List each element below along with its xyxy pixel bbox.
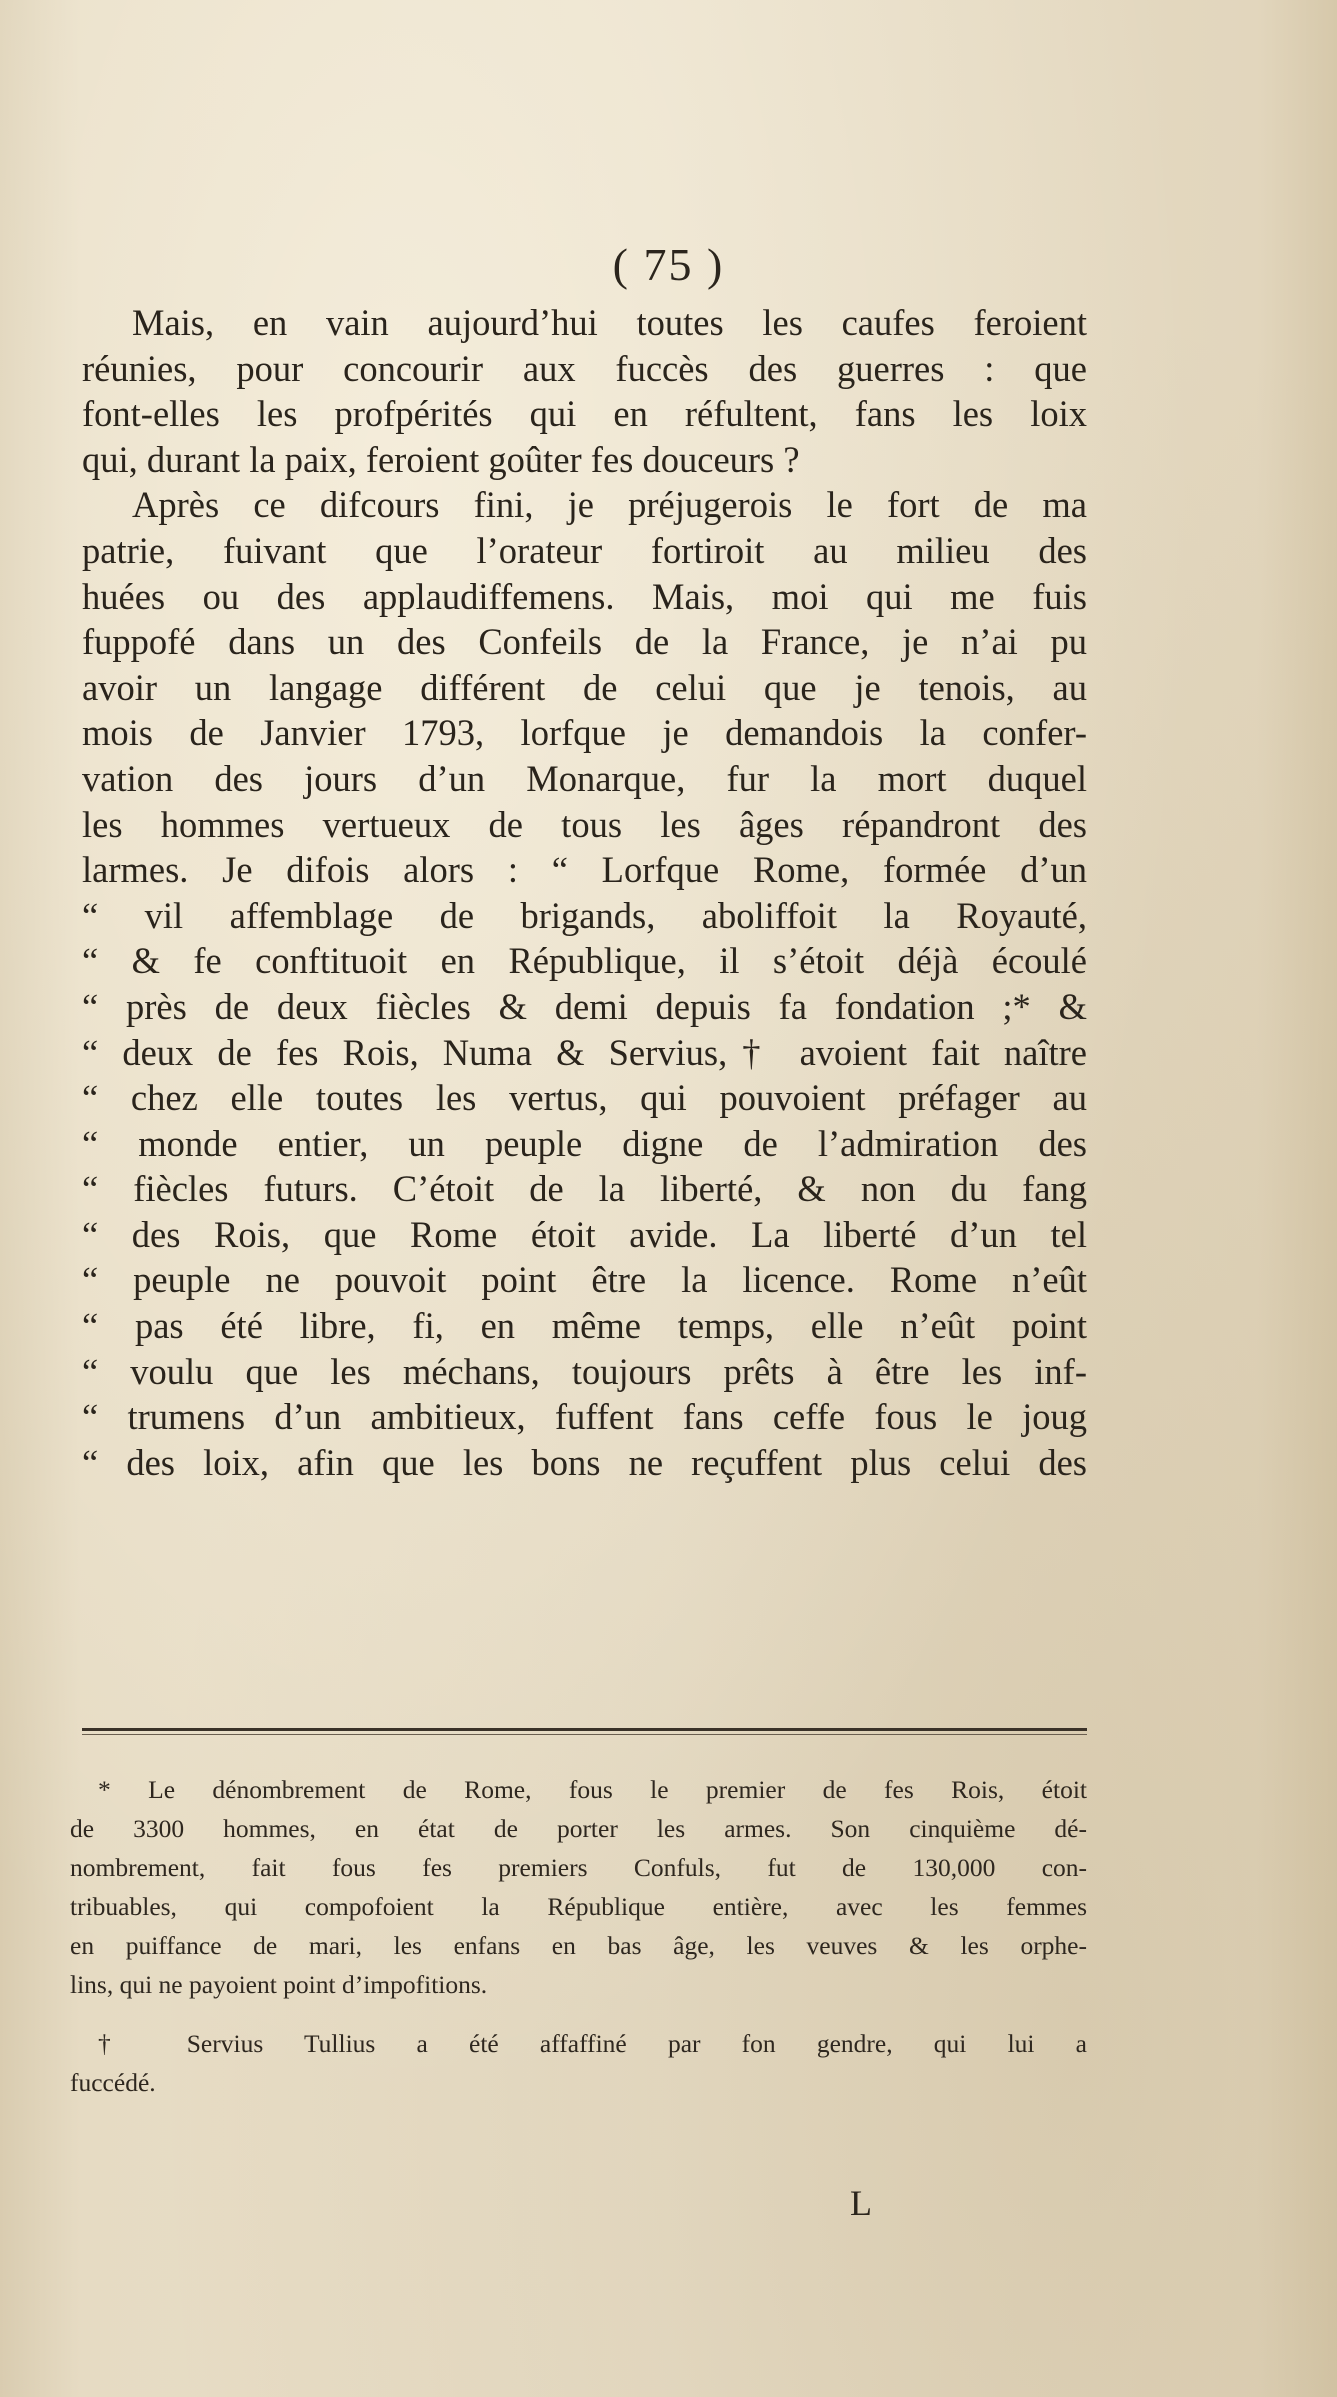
text-line: Mais, en vain aujourd’hui toutes les caufes feroient	[132, 302, 1087, 343]
text-line: qui, durant la paix, feroient goûter fes douceurs ?	[82, 438, 800, 480]
text-line: “ voulu que les méchans, toujours prêts à être les inf-	[82, 1350, 1087, 1392]
footnote-line: † Servius Tullius a été affaffiné par fon gendre, qui lui a	[98, 2029, 1087, 2058]
text-line: “ pas été libre, fi, en même temps, elle n’eût point	[82, 1305, 1087, 1347]
text-line: “ peuple ne pouvoit point être la licence. Rome n’eût	[82, 1259, 1087, 1301]
text-line: mois de Janvier 1793, lorfque je demandois la confer-	[82, 712, 1087, 754]
text-line: larmes. Je difois alors : “ Lorfque Rome, formée d’un	[82, 849, 1087, 891]
text-line: “ fiècles futurs. C’étoit de la liberté, & non du fang	[82, 1168, 1087, 1210]
text-line: huées ou des applaudiffemens. Mais, moi qui me fuis	[82, 575, 1087, 617]
text-line: réunies, pour concourir aux fuccès des guerres : que	[82, 347, 1087, 389]
text-line: “ des Rois, que Rome étoit avide. La liberté d’un tel	[82, 1213, 1087, 1255]
text-line: “ trumens d’un ambitieux, fuffent fans ceffe fous le joug	[82, 1396, 1087, 1438]
text-line: “ & fe conftituoit en République, il s’étoit déjà écoulé	[82, 940, 1087, 982]
footnote-line: nombrement, fait fous fes premiers Confuls, fut de 130,000 con-	[70, 1853, 1087, 1882]
text-line: “ près de deux fiècles & demi depuis fa fondation ;* &	[82, 985, 1087, 1027]
footnote-line: fuccédé.	[70, 2068, 156, 2097]
footnote-line: * Le dénombrement de Rome, fous le premier de fes Rois, étoit	[98, 1775, 1087, 1804]
footnote-line: en puiffance de mari, les enfans en bas âge, les veuves & les orphe-	[70, 1931, 1087, 1960]
text-line: fuppofé dans un des Confeils de la France, je n’ai pu	[82, 621, 1087, 663]
text-line: les hommes vertueux de tous les âges répandront des	[82, 803, 1087, 845]
footnotes	[70, 1770, 1087, 2102]
text-line: “ des loix, afin que les bons ne reçuffent plus celui des	[82, 1441, 1087, 1483]
footnote-first	[70, 1770, 1087, 2004]
text-line: “ deux de fes Rois, Numa & Servius,† avoient fait naître	[82, 1031, 1087, 1073]
footnote-rule-thin	[82, 1734, 1087, 1735]
footnote-line: de 3300 hommes, en état de porter les armes. Son cinquième dé-	[70, 1814, 1087, 1843]
text-line: Après ce difcours fini, je préjugerois le fort de ma	[132, 484, 1087, 526]
signature-mark: L	[850, 2183, 872, 2223]
footnote-second	[70, 2024, 1087, 2102]
main-text	[82, 300, 1087, 1485]
text-line: patrie, fuivant que l’orateur fortiroit au milieu des	[82, 529, 1087, 571]
footnote-line: lins, qui ne payoient point d’impofitions.	[70, 1970, 488, 1999]
text-line: “ vil affemblage de brigands, aboliffoit la Royauté,	[82, 894, 1087, 936]
footnote-rule	[82, 1728, 1087, 1731]
text-line: vation des jours d’un Monarque, fur la mort duquel	[82, 757, 1087, 799]
page-number: ( 75 )	[612, 239, 725, 290]
text-line: “ monde entier, un peuple digne de l’admiration des	[82, 1122, 1087, 1164]
footnote-line: tribuables, qui compofoient la République entière, avec les femmes	[70, 1892, 1087, 1921]
text-line: “ chez elle toutes les vertus, qui pouvoient préfager au	[82, 1077, 1087, 1119]
footnote-gap	[70, 2004, 1087, 2024]
text-line: font-elles les profpérités qui en réfultent, fans les loix	[82, 393, 1087, 435]
text-line: avoir un langage différent de celui que je tenois, au	[82, 666, 1087, 708]
